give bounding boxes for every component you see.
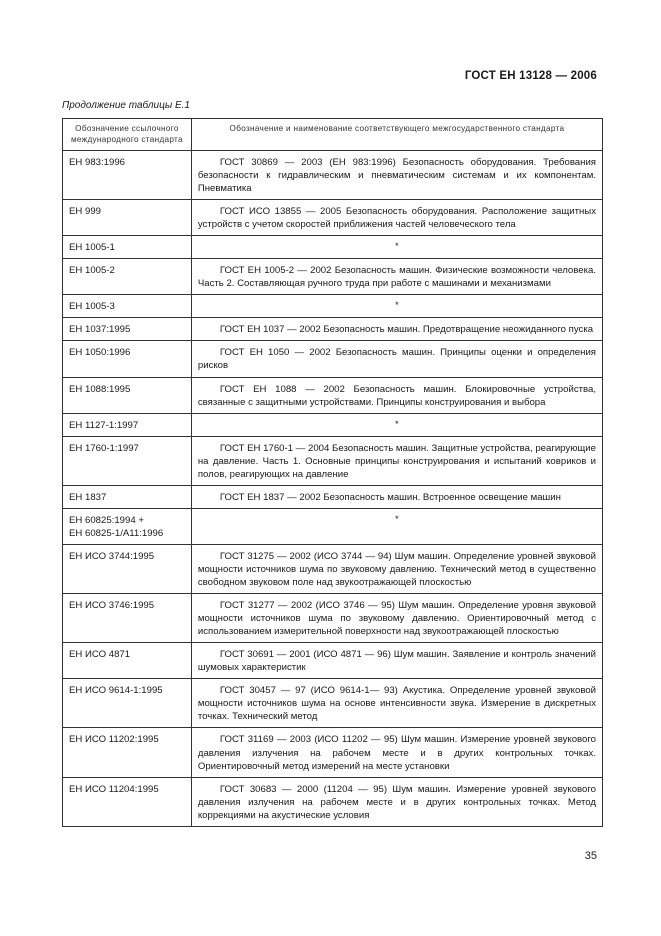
reference-table: [62, 118, 603, 827]
table-row: [63, 318, 603, 341]
table-row: [63, 679, 603, 728]
interstate-standard-description: ГОСТ ЕН 1760-1 — 2004 Безопасность машин. Защитные устройства, реагирующие на давление. Часть 1. Основные принципы конструирования и испытаний ковриков и полов, реагирующих на давление: [191, 436, 602, 485]
table-row: [63, 508, 603, 544]
table-row: [63, 544, 603, 593]
table-row: [63, 377, 603, 413]
interstate-standard-description: *: [191, 413, 602, 436]
international-standard-code: ЕН 1037:1995: [63, 318, 192, 341]
interstate-standard-description: ГОСТ ЕН 1037 — 2002 Безопасность машин. Предотвращение неожиданного пуска: [191, 318, 602, 341]
international-standard-code: ЕН 1837: [63, 485, 192, 508]
table-caption: Продолжение таблицы Е.1: [62, 100, 190, 111]
page-number: 35: [584, 850, 597, 862]
interstate-standard-description: ГОСТ ЕН 1088 — 2002 Безопасность машин. Блокировочные устройства, связанные с защитными устройствами. Принципы конструирования и выбора: [191, 377, 602, 413]
table-row: [63, 341, 603, 377]
international-standard-code: ЕН ИСО 3746:1995: [63, 594, 192, 643]
international-standard-code: ЕН 1088:1995: [63, 377, 192, 413]
international-standard-code: ЕН 1050:1996: [63, 341, 192, 377]
table-row: [63, 728, 603, 777]
interstate-standard-description: *: [191, 295, 602, 318]
table-row: [63, 150, 603, 199]
interstate-standard-description: *: [191, 508, 602, 544]
interstate-standard-description: ГОСТ 30457 — 97 (ИСО 9614-1— 93) Акустика. Определение уровней звуковой мощности источников шума на основе интенсивности звука. Измерение в дискретных точках. Технический метод: [191, 679, 602, 728]
table-row: [63, 485, 603, 508]
international-standard-code: ЕН ИСО 3744:1995: [63, 544, 192, 593]
international-standard-code: ЕН ИСО 11202:1995: [63, 728, 192, 777]
international-standard-code: ЕН ИСО 11204:1995: [63, 777, 192, 826]
international-standard-code: ЕН 1760-1:1997: [63, 436, 192, 485]
interstate-standard-description: ГОСТ 31169 — 2003 (ИСО 11202 — 95) Шум машин. Измерение уровней звукового давления излучения на рабочем месте и в других контрольных точках. Ориентировочный метод измерений на месте установки: [191, 728, 602, 777]
interstate-standard-description: *: [191, 236, 602, 259]
table-row: [63, 643, 603, 679]
international-standard-code: ЕН 1005-3: [63, 295, 192, 318]
international-standard-code: ЕН ИСО 4871: [63, 643, 192, 679]
interstate-standard-description: ГОСТ 31277 — 2002 (ИСО 3746 — 95) Шум машин. Определение уровня звуковой мощности источников шума по звуковому давлению. Ориентировочный метод с использованием измерительной поверхности над звукоотражающей плоскостью: [191, 594, 602, 643]
international-standard-code: ЕН 999: [63, 200, 192, 236]
table-row: [63, 413, 603, 436]
col-header-international: Обозначение ссылочного международного стандарта: [63, 119, 192, 151]
interstate-standard-description: ГОСТ ЕН 1837 — 2002 Безопасность машин. Встроенное освещение машин: [191, 485, 602, 508]
interstate-standard-description: ГОСТ 30683 — 2000 (11204 — 95) Шум машин. Измерение уровней звукового давления излучения на рабочем месте и в других контрольных точках. Метод коррекциями на акустические условия: [191, 777, 602, 826]
table-header-row: [63, 119, 603, 151]
international-standard-code: ЕН 60825:1994 + ЕН 60825-1/А11:1996: [63, 508, 192, 544]
table-row: [63, 295, 603, 318]
international-standard-code: ЕН 1127-1:1997: [63, 413, 192, 436]
table-body: [63, 150, 603, 826]
table-row: [63, 259, 603, 295]
interstate-standard-description: ГОСТ ИСО 13855 — 2005 Безопасность оборудования. Расположение защитных устройств с учетом скоростей приближения частей человеческого тела: [191, 200, 602, 236]
table-row: [63, 200, 603, 236]
international-standard-code: ЕН ИСО 9614-1:1995: [63, 679, 192, 728]
table-row: [63, 777, 603, 826]
document-code: ГОСТ ЕН 13128 — 2006: [464, 70, 597, 82]
interstate-standard-description: ГОСТ 31275 — 2002 (ИСО 3744 — 94) Шум машин. Определение уровней звуковой мощности источников шума по звуковому давлению. Технический метод в существенно свободном звуковом поле над звукоотражающей плоскостью: [191, 544, 602, 593]
table-row: [63, 436, 603, 485]
interstate-standard-description: ГОСТ ЕН 1005-2 — 2002 Безопасность машин. Физические возможности человека. Часть 2. Составляющая ручного труда при работе с машинами и механизмами: [191, 259, 602, 295]
international-standard-code: ЕН 1005-2: [63, 259, 192, 295]
interstate-standard-description: ГОСТ 30869 — 2003 (ЕН 983:1996) Безопасность оборудования. Требования безопасности к гидравлическим и пневматическим системам и их компонентам. Пневматика: [191, 150, 602, 199]
interstate-standard-description: ГОСТ ЕН 1050 — 2002 Безопасность машин. Принципы оценки и определения рисков: [191, 341, 602, 377]
table-row: [63, 236, 603, 259]
col-header-interstate: Обозначение и наименование соответствующего межгосударственного стандарта: [191, 119, 602, 151]
interstate-standard-description: ГОСТ 30691 — 2001 (ИСО 4871 — 96) Шум машин. Заявление и контроль значений шумовых характеристик: [191, 643, 602, 679]
international-standard-code: ЕН 983:1996: [63, 150, 192, 199]
international-standard-code: ЕН 1005-1: [63, 236, 192, 259]
table-row: [63, 594, 603, 643]
